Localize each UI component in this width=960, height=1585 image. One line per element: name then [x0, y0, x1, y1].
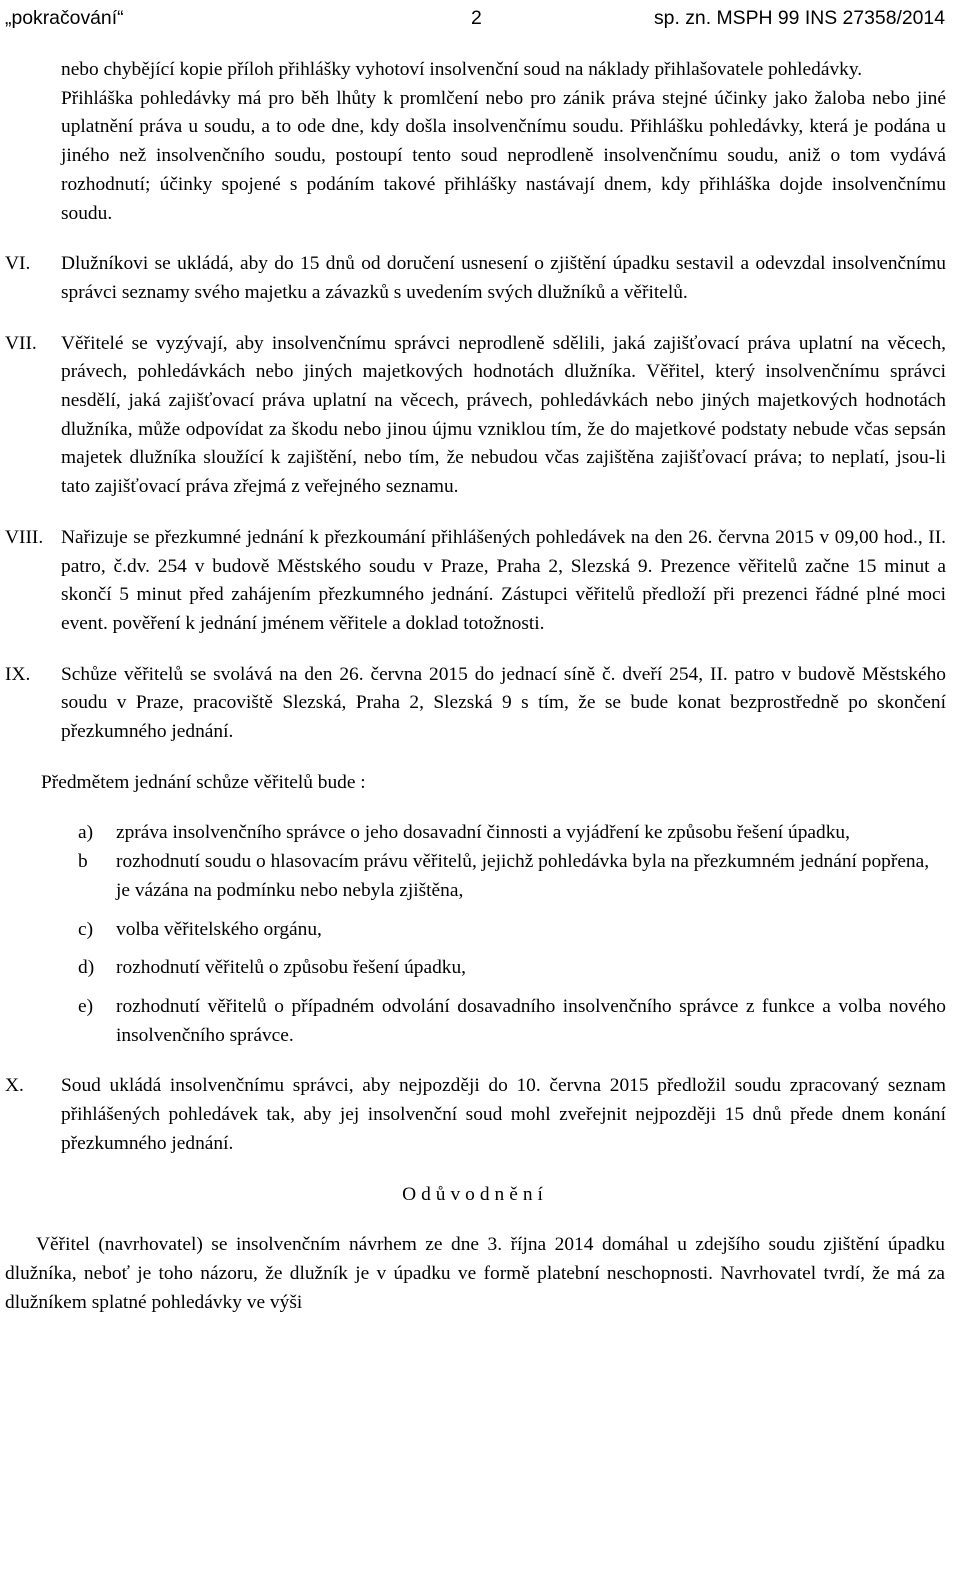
agenda-label: b [78, 851, 88, 873]
agenda-text: rozhodnutí soudu o hlasovacím právu věřitelů, jejichž pohledávka byla na přezkumném jednání popřena, je vázána na podmínku nebo nebyla zjištěna, [116, 851, 930, 901]
agenda-item [0, 819, 946, 848]
section-ix [0, 661, 946, 747]
section-vii [0, 330, 946, 502]
agenda-label: c) [78, 918, 94, 940]
section-viii [0, 524, 946, 639]
agenda-label: d) [78, 957, 95, 979]
paragraph-text: nebo chybějící kopie příloh přihlášky vyhotoví insolvenční soud na náklady přihlašovatele pohledávky. [61, 59, 863, 80]
reasoning-paragraph [0, 1231, 945, 1317]
paragraph-text: Přihláška pohledávky má pro běh lhůty k promlčení nebo pro zánik práva stejné účinky jako žaloba nebo jiné uplatnění práva u soudu, a to ode dne, kdy došla insolvenčnímu soudu. Přihlášku pohledávky, která je podána u jiného než insolvenčního soudu, postoupí tento soud neprodleně insolvenčnímu soudu, aniž o tom vydává rozhodnutí; účinky spojené s podáním takové přihlášky nastávají dnem, kdy přihláška dojde insolvenčnímu soudu. [61, 87, 946, 224]
page-header [5, 3, 945, 33]
section-x [0, 1072, 946, 1158]
case-reference: sp. zn. MSPH 99 INS 27358/2014 [653, 7, 945, 29]
agenda-intro: Předmětem jednání schůze věřitelů bude : [41, 771, 366, 793]
section-number: VI. [5, 253, 31, 275]
agenda-item [0, 916, 946, 945]
agenda-label: a) [78, 822, 94, 844]
agenda-item [0, 848, 946, 905]
section-number: VII. [5, 332, 37, 354]
agenda-text: rozhodnutí věřitelů o způsobu řešení úpadku, [116, 957, 467, 979]
section-text: Nařizuje se přezkumné jednání k přezkoumání přihlášených pohledávek na den 26. června 2015 v 09,00 hod., II. patro, č.dv. 254 v budově Městského soudu v Praze, Praha 2, Slezská 9. Prezence věřitelů začne 15 minut a skončí 5 minut před zahájením přezkumného jednání. Zástupci věřitelů předloží při prezenci řádné plné moci event. pověření k jednání jménem věřitele a doklad totožnosti. [61, 526, 946, 634]
section-vi [0, 250, 946, 307]
agenda-label: e) [78, 995, 94, 1017]
agenda-text: zpráva insolvenčního správce o jeho dosavadní činnosti a vyjádření ke způsobu řešení úpadku, [116, 822, 850, 844]
section-text: Schůze věřitelů se svolává na den 26. června 2015 do jednací síně č. dveří 254, II. patro v budově Městského soudu v Praze, pracoviště Slezská, Praha 2, Slezská 9 s tím, že se bude konat bezprostředně po skončení přezkumného jednání. [61, 663, 946, 743]
continuation-label: „pokračování“ [5, 7, 124, 29]
section-text: Věřitelé se vyzývají, aby insolvenčnímu správci neprodleně sdělili, jaká zajišťovací práva uplatní na věcech, právech, pohledávkách nebo jiných majetkových hodnotách dlužníka. Věřitel, který insolvenčnímu správci nesdělí, jaká zajišťovací práva uplatní na věcech, právech, pohledávkách nebo jiných majetkových hodnotách dlužníka, může odpovídat za škodu nebo jinou újmu vzniklou tím, že do majetkové podstaty nebude včas sepsán majetek dlužníka sloužící k zajištění, nebo tím, že nebudou včas zajištěna zajišťovací práva; to neplatí, jsou-li tato zajišťovací práva zřejmá z veřejného seznamu. [61, 332, 946, 498]
section-number: VIII. [5, 526, 44, 548]
agenda-item [0, 954, 946, 983]
reasoning-heading: Odůvodnění [402, 1183, 548, 1205]
paragraph-text: Věřitel (navrhovatel) se insolvenčním návrhem ze dne 3. října 2014 domáhal u zdejšího soudu zjištění úpadku dlužníka, neboť je toho názoru, že dlužník je v úpadku ve formě platební neschopnosti. Navrhovatel tvrdí, že má za dlužníkem splatné pohledávky ve výši [5, 1234, 945, 1313]
document-body [0, 56, 960, 1317]
agenda-text: volba věřitelského orgánu, [116, 918, 322, 940]
agenda-text: rozhodnutí věřitelů o případném odvolání dosavadního insolvenčního správce z funkce a volba nového insolvenčního správce. [116, 995, 946, 1046]
section-number: X. [5, 1075, 24, 1097]
continued-paragraph [0, 56, 946, 228]
page-number: 2 [471, 7, 482, 29]
section-text: Soud ukládá insolvenčnímu správci, aby nejpozději do 10. června 2015 předložil soudu zpracovaný seznam přihlášených pohledávek tak, aby jej insolvenční soud mohl zveřejnit nejpozději 15 dnů přede dnem konání přezkumného jednání. [61, 1075, 946, 1154]
section-text: Dlužníkovi se ukládá, aby do 15 dnů od doručení usnesení o zjištění úpadku sestavil a odevzdal insolvenčnímu správci seznamy svého majetku a závazků s uvedením svých dlužníků a věřitelů. [61, 253, 946, 303]
section-number: IX. [5, 663, 31, 685]
agenda-item [0, 993, 946, 1050]
